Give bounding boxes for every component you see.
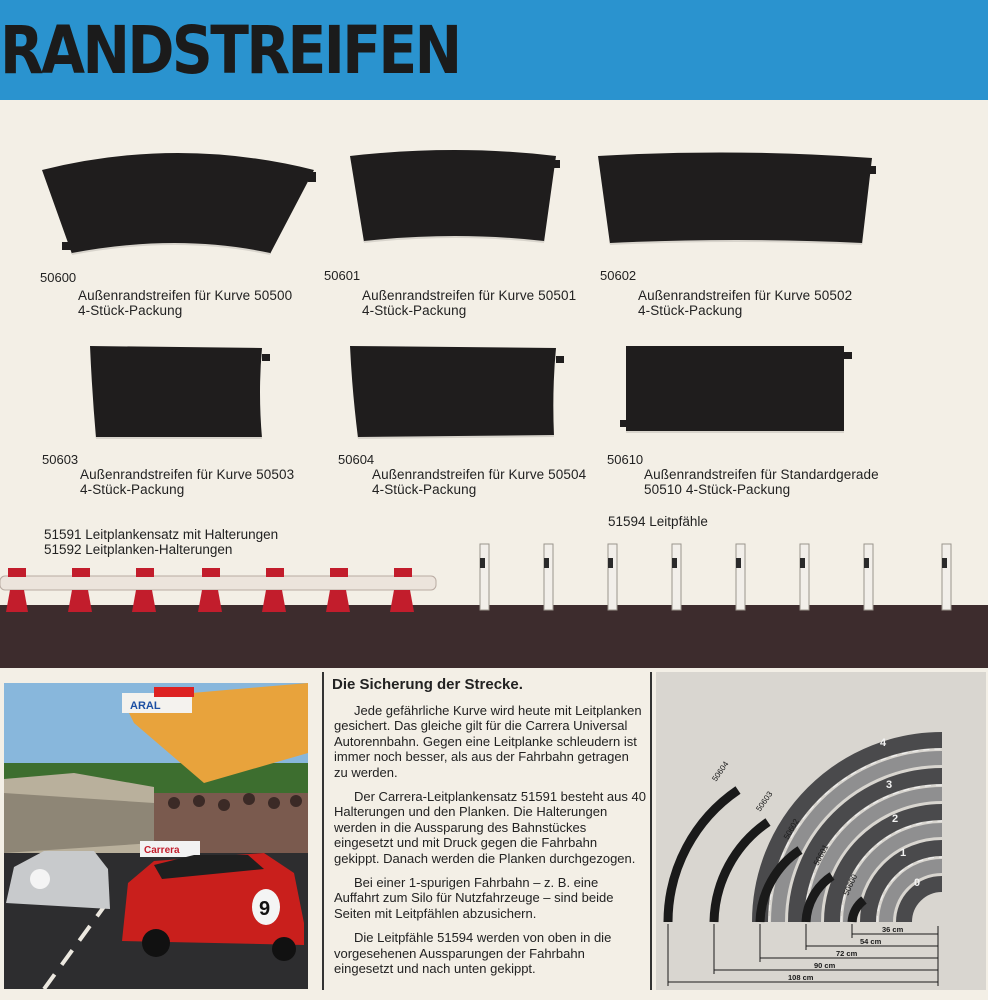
article-heading: Die Sicherung der Strecke. bbox=[332, 676, 523, 693]
product-description: Außenrandstreifen für Kurve 50500 4-Stück-Packung bbox=[78, 288, 293, 318]
aral-sign: ARAL bbox=[130, 700, 161, 712]
dimension-label: 36 cm bbox=[882, 925, 904, 934]
curve-strip-50600-image bbox=[38, 142, 320, 260]
curve-strip-50603-image bbox=[86, 342, 272, 444]
curve-strip-50602-image bbox=[596, 148, 880, 252]
race-photo bbox=[4, 683, 308, 989]
product-number: 50610 bbox=[607, 452, 644, 467]
lane-number: 2 bbox=[892, 813, 899, 825]
posts-label: 51594 Leitpfähle bbox=[608, 514, 708, 529]
product-number: 50600 bbox=[40, 270, 77, 285]
lane-number: 3 bbox=[886, 779, 893, 791]
strip-label: 50601 bbox=[811, 843, 831, 867]
product-number: 50603 bbox=[42, 452, 79, 467]
article-paragraph: Der Carrera-Leitplankensatz 51591 besteht aus 40 Halterungen und den Planken. Die Halterungen werden in die Aussparung des Bahnstückes eingesetzt und mit Druck gegen die Fahrbahn gekippt. Danach werden die Planken durchgezogen. bbox=[334, 789, 646, 866]
product-number: 50604 bbox=[338, 452, 375, 467]
strip-label: 50600 bbox=[841, 872, 860, 897]
posts-illustration bbox=[470, 540, 988, 616]
dimension-label: 108 cm bbox=[788, 973, 814, 982]
carrera-sign: Carrera bbox=[144, 845, 180, 856]
curve-strip-50604-image bbox=[348, 342, 566, 442]
product-description: Außenrandstreifen für Kurve 50504 4-Stück-Packung bbox=[372, 467, 587, 497]
product-number: 50602 bbox=[600, 268, 637, 283]
strip-label: 50603 bbox=[754, 789, 775, 814]
article-paragraph: Die Leitpfähle 51594 werden von oben in die vorgesehenen Aussparungen der Fahrbahn eingesetzt und nach unten gekippt. bbox=[334, 930, 612, 977]
curve-strip-50601-image bbox=[346, 146, 564, 250]
lane-number: 0 bbox=[914, 877, 921, 889]
strip-label: 50604 bbox=[710, 759, 731, 784]
header-band bbox=[0, 0, 988, 100]
strip-layout-diagram bbox=[656, 672, 986, 990]
straight-strip-50610-image bbox=[620, 342, 854, 438]
dimension-label: 72 cm bbox=[836, 949, 858, 958]
column-divider bbox=[650, 672, 652, 990]
dimension-label: 90 cm bbox=[814, 961, 836, 970]
page-title: RANDSTREIFEN bbox=[0, 12, 460, 89]
product-description: Außenrandstreifen für Kurve 50502 4-Stück-Packung bbox=[638, 288, 853, 318]
car-number: 9 bbox=[259, 898, 271, 920]
strip-label: 50602 bbox=[781, 817, 801, 841]
lane-number: 4 bbox=[880, 737, 887, 749]
product-description: Außenrandstreifen für Kurve 50501 4-Stück-Packung bbox=[362, 288, 577, 318]
guardrail-set-label: 51591 Leitplankensatz mit Halterungen bbox=[44, 527, 279, 542]
product-description: Außenrandstreifen für Kurve 50503 4-Stück-Packung bbox=[80, 467, 295, 497]
guardrail-mounts-label: 51592 Leitplanken-Halterungen bbox=[44, 542, 233, 557]
article-paragraph: Bei einer 1-spurigen Fahrbahn – z. B. eine Auffahrt zum Silo für Nutzfahrzeuge – sind beide Seiten mit Leitpfählen abzusichern. bbox=[334, 875, 614, 921]
guardrail-illustration bbox=[0, 562, 440, 618]
article-paragraph: Jede gefährliche Kurve wird heute mit Leitplanken gesichert. Das gleiche gilt für die Carrera Universal Autorennbahn. Gegen eine Leitplanke schleudern ist immer noch besser, als aus der Fahrbahn getragen zu werden. bbox=[334, 703, 642, 780]
dimension-label: 54 cm bbox=[860, 937, 882, 946]
product-description: Außenrandstreifen für Standardgerade 50510 4-Stück-Packung bbox=[644, 467, 879, 497]
lane-number: 1 bbox=[900, 847, 907, 859]
product-number: 50601 bbox=[324, 268, 361, 283]
article-column bbox=[322, 672, 646, 990]
